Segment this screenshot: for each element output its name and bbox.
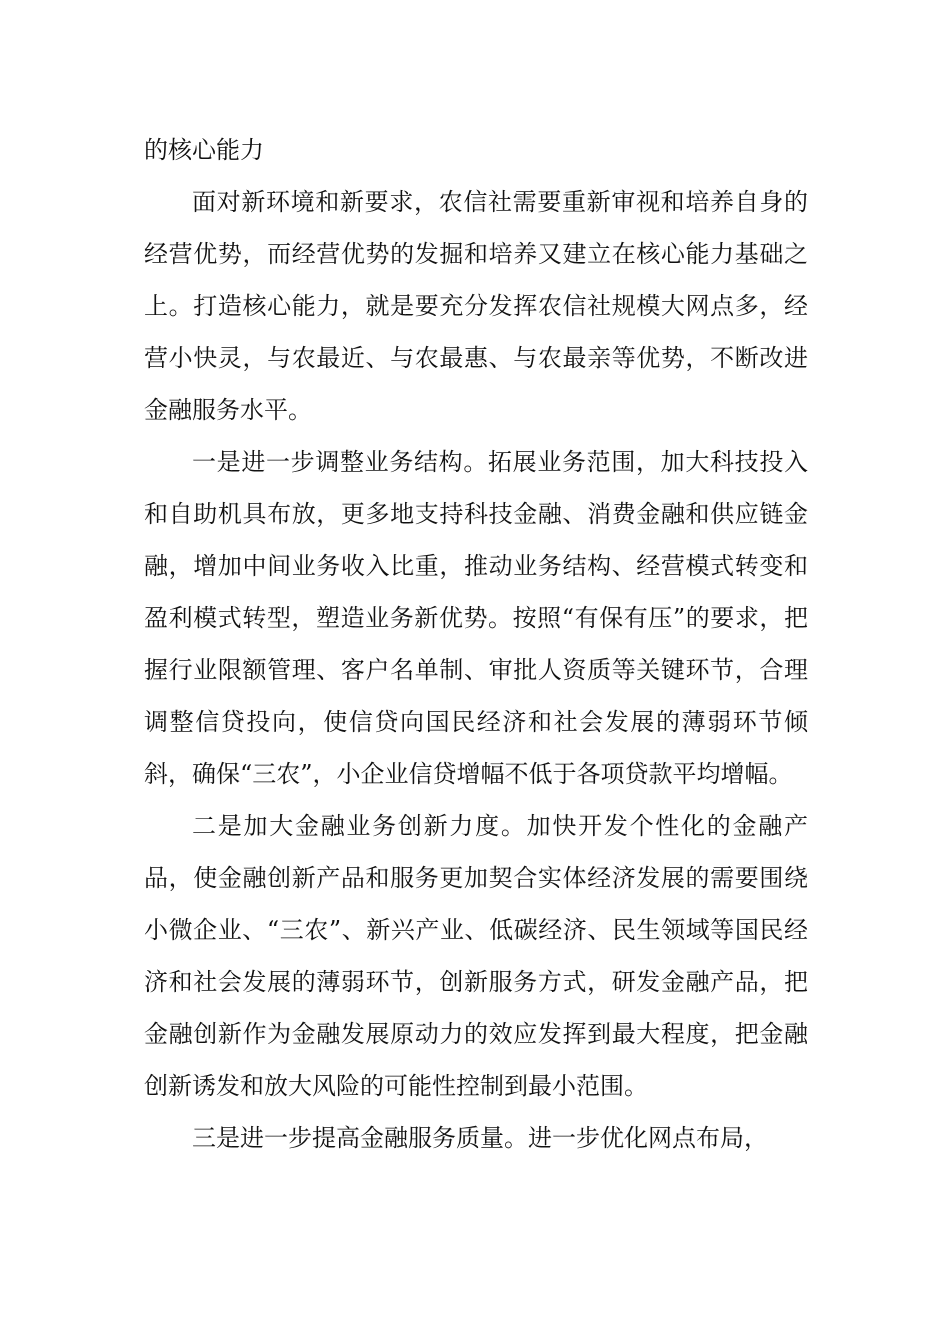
paragraph-point-one: 一是进一步调整业务结构。拓展业务范围，加大科技投入和自助机具布放，更多地支持科技金融、消费金融和供应链金融，增加中间业务收入比重，推动业务结构、经营模式转变和盈利模式转型，塑造业务新优势。按照“有保有压”的要求，把握行业限额管理、客户名单制、审批人资质等关键环节，合理调整信贷投向，使信贷向国民经济和社会发展的薄弱环节倾斜，确保“三农”，小企业信贷增幅不低于各项贷款平均增幅。 [144,448,808,788]
paragraph-point-two: 二是加大金融业务创新力度。加快开发个性化的金融产品，使金融创新产品和服务更加契合实体经济发展的需要围绕小微企业、“三农”、新兴产业、低碳经济、民生领域等国民经济和社会发展的薄弱环节，创新服务方式，研发金融产品，把金融创新作为金融发展原动力的效应发挥到最大程度，把金融创新诱发和放大风险的可能性控制到最小范围。 [144,812,808,1100]
paragraph-heading-tail: 的核心能力 [144,136,264,164]
document-body [144,124,808,1164]
paragraph-point-three: 三是进一步提高金融服务质量。进一步优化网点布局， [192,1124,768,1152]
paragraph-intro: 面对新环境和新要求，农信社需要重新审视和培养自身的经营优势，而经营优势的发掘和培养又建立在核心能力基础之上。打造核心能力，就是要充分发挥农信社规模大网点多，经营小快灵，与农最近、与农最惠、与农最亲等优势，不断改进金融服务水平。 [144,188,808,424]
